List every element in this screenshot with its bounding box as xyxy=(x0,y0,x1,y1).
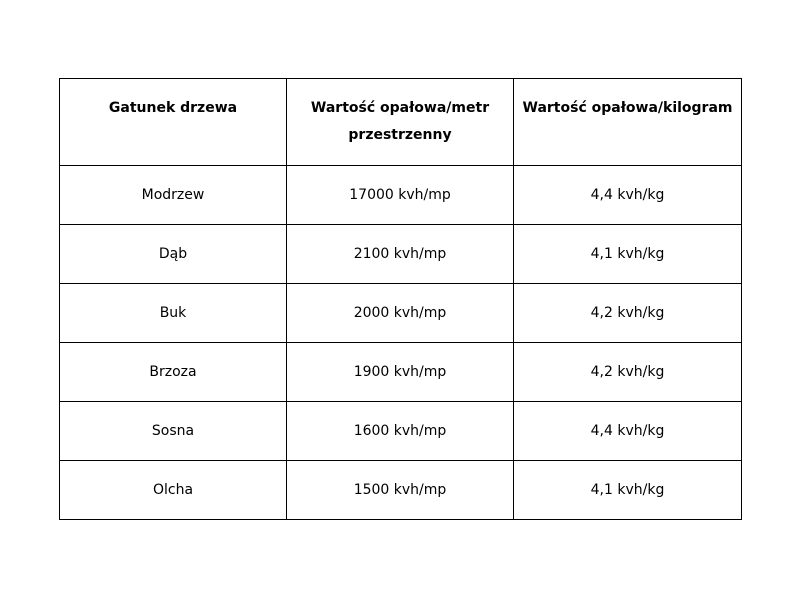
cell-species: Buk xyxy=(60,284,287,343)
cell-value-per-stere: 1900 kvh/mp xyxy=(287,343,514,402)
cell-species: Olcha xyxy=(60,461,287,520)
header-value-per-kilogram: Wartość opałowa/kilogram xyxy=(514,79,742,166)
cell-value-per-stere: 17000 kvh/mp xyxy=(287,166,514,225)
cell-species: Brzoza xyxy=(60,343,287,402)
cell-value-per-stere: 2100 kvh/mp xyxy=(287,225,514,284)
cell-value-per-kilogram: 4,4 kvh/kg xyxy=(514,166,742,225)
cell-value-per-kilogram: 4,1 kvh/kg xyxy=(514,461,742,520)
header-value-per-stere: Wartość opałowa/metr przestrzenny xyxy=(287,79,514,166)
cell-value-per-stere: 2000 kvh/mp xyxy=(287,284,514,343)
cell-value-per-stere: 1600 kvh/mp xyxy=(287,402,514,461)
table-row xyxy=(60,461,742,520)
table-row xyxy=(60,402,742,461)
cell-value-per-kilogram: 4,1 kvh/kg xyxy=(514,225,742,284)
header-wood-species: Gatunek drzewa xyxy=(60,79,287,166)
cell-value-per-kilogram: 4,2 kvh/kg xyxy=(514,284,742,343)
cell-value-per-kilogram: 4,4 kvh/kg xyxy=(514,402,742,461)
table-row xyxy=(60,343,742,402)
cell-species: Dąb xyxy=(60,225,287,284)
table-row xyxy=(60,166,742,225)
table-header-row xyxy=(60,79,742,166)
cell-value-per-stere: 1500 kvh/mp xyxy=(287,461,514,520)
cell-species: Modrzew xyxy=(60,166,287,225)
cell-species: Sosna xyxy=(60,402,287,461)
table-row xyxy=(60,284,742,343)
wood-heat-value-table xyxy=(59,78,742,520)
table-row xyxy=(60,225,742,284)
cell-value-per-kilogram: 4,2 kvh/kg xyxy=(514,343,742,402)
